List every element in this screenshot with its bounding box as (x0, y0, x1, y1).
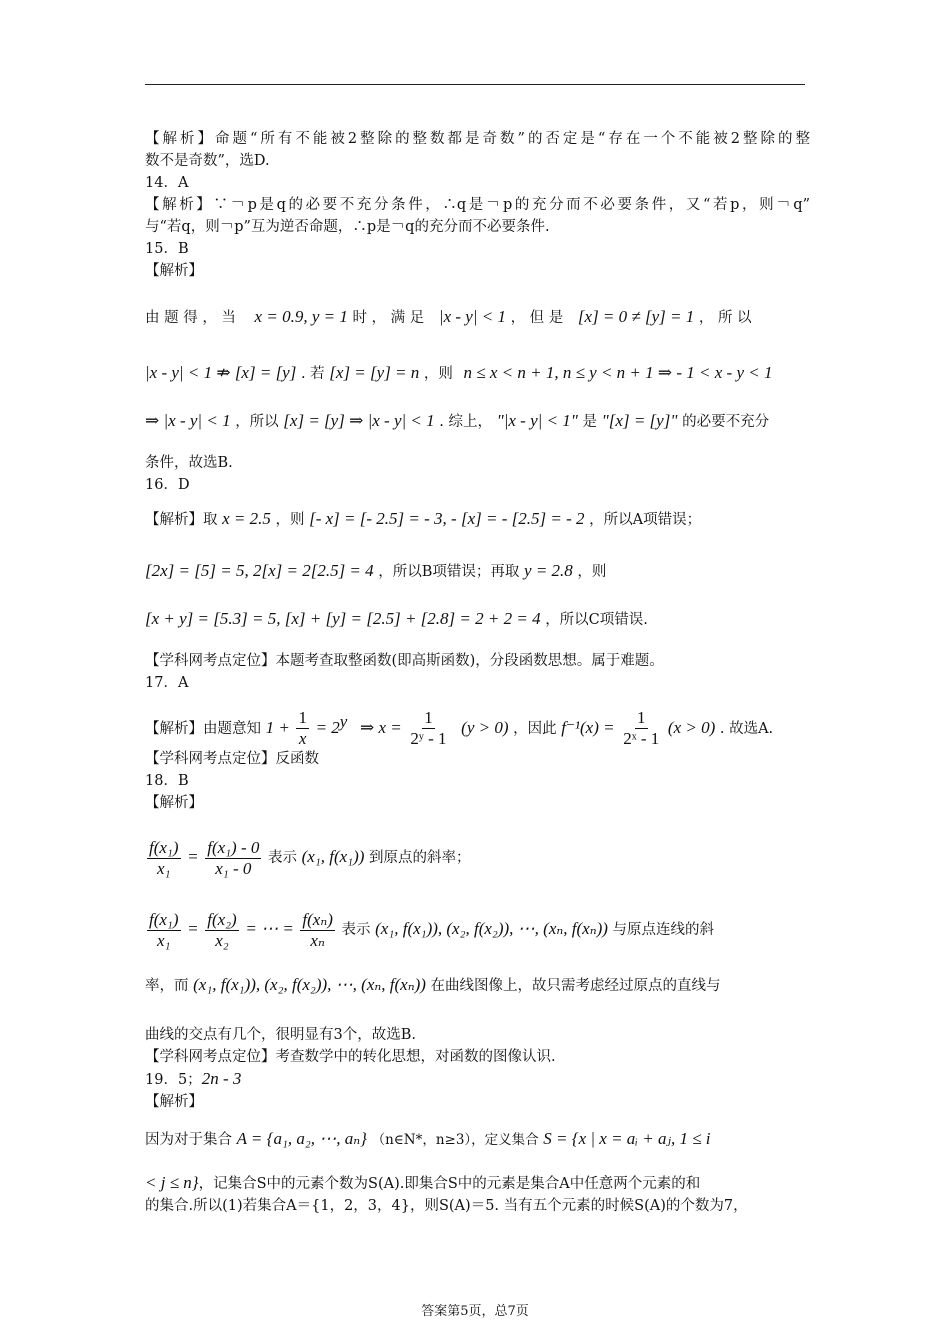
text: 19．5； (145, 1072, 202, 1088)
math: (x₁, f(x₁)) (301, 847, 365, 866)
fraction (300, 910, 334, 951)
text: （n∈N*，n≥3），定义集合 (371, 1132, 539, 1148)
math: 1 + (265, 717, 290, 737)
math: ⇒ x = (359, 717, 402, 737)
answer-block-19 (145, 1024, 810, 1113)
answer-number: 17．A (145, 675, 189, 691)
math: [- x] = [- 2.5] = - 3, - [x] = - [2.5] = - 2 (309, 509, 585, 528)
text-line: 条件，故选B. (145, 455, 233, 471)
answer-block-16 (145, 452, 810, 496)
text: ，因此 (513, 720, 557, 737)
text: 与原点连线的斜 (612, 922, 715, 938)
answer-block-17 (145, 650, 810, 694)
text-line: 曲线的交点有几个，很明显有3个，故选B. (145, 1027, 416, 1043)
math: (x > 0) (667, 717, 716, 737)
text: 【解析】取 (145, 512, 218, 528)
math: 2n - 3 (201, 1069, 242, 1088)
answer-number: 15．B (145, 241, 189, 257)
math: n ≤ x < n + 1, n ≤ y < n + 1 ⇒ - 1 < x - y < 1 (463, 363, 773, 382)
text: ，则 (423, 366, 453, 382)
text: 的必要不充分 (682, 414, 770, 430)
text: ，则 (275, 512, 305, 528)
text: 是 (582, 414, 598, 430)
math: ⇒ |x - y| < 1 (145, 411, 231, 430)
text-line: 【学科网考点定位】本题考查取整函数(即高斯函数)，分段函数思想。属于难题。 (145, 653, 664, 669)
text: . 故选A. (719, 720, 774, 737)
text-line: 与“若q，则￢p”互为逆否命题，∴p是￢q的充分而不必要条件. (145, 219, 550, 235)
text: 时 ， 满 足 (352, 310, 425, 326)
text: 【解析】由题意知 (145, 720, 261, 737)
math: (x₁, f(x₁)), (x₂, f(x₂)), ⋯, (xₙ, f(xₙ)) (375, 919, 608, 938)
math: = 2 (315, 717, 340, 737)
math: S = {x | x = aᵢ + aⱼ, 1 ≤ i (543, 1129, 711, 1148)
math: [x] = 0 ≠ [y] = 1 (577, 307, 695, 326)
numerator: 1 (637, 708, 646, 728)
solution-16-line1 (145, 508, 810, 531)
fraction (408, 708, 448, 749)
solution-15-line3 (145, 410, 810, 433)
fraction (147, 910, 181, 951)
math: [x] = [y] = n (329, 363, 420, 382)
section-label: 【解析】 (145, 1094, 203, 1110)
text: 因为对于集合 (145, 1132, 232, 1148)
text: ，则 (577, 564, 607, 580)
denominator: 2ʸ - 1 (410, 729, 447, 749)
math: = ⋯ = (245, 919, 294, 938)
text: ，所以B项错误；再取 (378, 564, 520, 580)
math: (x₁, f(x₁)), (x₂, f(x₂)), ⋯, (xₙ, f(xₙ)) (193, 975, 426, 994)
math: |x - y| < 1 (438, 307, 506, 326)
exponent: y (339, 712, 348, 731)
text-line: 【解析】∵￢p是q的必要不充分条件，∴q是￢p的充分而不必要条件，又“若p，则￢q” (145, 197, 810, 213)
math: "[x] = [y]" (601, 411, 678, 430)
numerator: 1 (424, 708, 433, 728)
text-line: 【解析】命题“所有不能被2整除的整数都是奇数”的否定是“存在一个不能被2整除的整 (145, 131, 810, 147)
numerator: f(x₂) (207, 909, 237, 929)
math: x = 0.9, y = 1 (254, 307, 348, 326)
solution-17 (145, 698, 810, 753)
fraction (147, 838, 181, 879)
text-line: 的集合.所以(1)若集合A＝{1，2，3，4}，则S(A)＝5. 当有五个元素的时候S(A)的个数为7， (145, 1198, 748, 1214)
answer-number: 16．D (145, 477, 190, 493)
text: ， 所 以 (698, 310, 752, 326)
answer-block-13 (145, 128, 810, 282)
text: 率，而 (145, 978, 189, 994)
text: 到原点的斜率； (369, 850, 471, 866)
solution-16-line2 (145, 560, 810, 583)
fraction (205, 838, 261, 879)
text: 表示 (341, 922, 371, 938)
text: 表示 (268, 850, 297, 866)
text-line: 【学科网考点定位】反函数 (145, 751, 319, 767)
solution-18-line2 (145, 902, 810, 957)
numerator: f(x₁) (149, 909, 179, 929)
solution-15-line2 (145, 362, 810, 385)
math: = (187, 847, 199, 866)
math: < j ≤ n} (145, 1173, 199, 1192)
math: [x] = [y] ⇒ |x - y| < 1 (283, 411, 435, 430)
text: . 若 (300, 366, 325, 382)
text: ，记集合S中的元素个数为S(A).即集合S中的元素是集合A中任意两个元素的和 (198, 1176, 701, 1192)
denominator: x₂ (215, 930, 229, 950)
text: ， 但 是 (510, 310, 564, 326)
text-line (145, 1172, 810, 1195)
math: = (187, 919, 199, 938)
solution-15-line1 (145, 306, 810, 329)
math: "|x - y| < 1" (496, 411, 578, 430)
denominator: x₁ (157, 930, 171, 950)
numerator: 1 (298, 708, 307, 728)
page-footer: 答案第5页，总7页 (421, 1304, 529, 1319)
text: ，所以C项错误. (545, 612, 648, 628)
denominator: x₁ - 0 (215, 858, 252, 878)
denominator: x (298, 729, 307, 749)
math: A = {a₁, a₂, ⋯, aₙ} (236, 1129, 367, 1148)
fraction (205, 910, 239, 951)
answer-number: 14．A (145, 175, 189, 191)
math: f⁻¹(x) = (561, 717, 615, 737)
text: 在曲线图像上，故只需考虑经过原点的直线与 (430, 978, 721, 994)
solution-19-line2 (145, 1172, 810, 1217)
solution-16-line3 (145, 608, 810, 631)
denominator: 2ˣ - 1 (623, 729, 660, 749)
math: [x + y] = [5.3] = 5, [x] + [y] = [2.5] + [2.8] = 2 + 2 = 4 (145, 609, 541, 628)
answer-block-18 (145, 748, 810, 814)
numerator: f(xₙ) (302, 909, 333, 929)
fraction (296, 708, 309, 749)
text-line: 【学科网考点定位】考查数学中的转化思想，对函数的图像认识. (145, 1049, 556, 1065)
header-rule (145, 84, 805, 85)
answer-number (145, 1068, 810, 1091)
solution-18-line3 (145, 974, 810, 997)
math: x = 2.5 (222, 509, 271, 528)
text: 由 题 得 ， 当 (145, 310, 236, 326)
math: |x - y| < 1 ⇏ [x] = [y] (145, 363, 297, 382)
denominator: x₁ (157, 858, 171, 878)
text: ，所以A项错误； (589, 512, 702, 528)
math: [2x] = [5] = 5, 2[x] = 2[2.5] = 4 (145, 561, 374, 580)
section-label: 【解析】 (145, 263, 203, 279)
answer-number: 18．B (145, 773, 189, 789)
numerator: f(x₁) - 0 (207, 837, 260, 857)
solution-18-line1 (145, 832, 810, 883)
text-line: 数不是奇数”，选D. (145, 153, 270, 169)
math: (y > 0) (461, 717, 509, 737)
numerator: f(x₁) (149, 837, 179, 857)
section-label: 【解析】 (145, 795, 203, 811)
denominator: xₙ (310, 930, 325, 950)
fraction (621, 708, 661, 749)
math: y = 2.8 (524, 561, 573, 580)
text: . 综上， (439, 414, 492, 430)
solution-19-line1 (145, 1128, 810, 1151)
text: ，所以 (235, 414, 279, 430)
